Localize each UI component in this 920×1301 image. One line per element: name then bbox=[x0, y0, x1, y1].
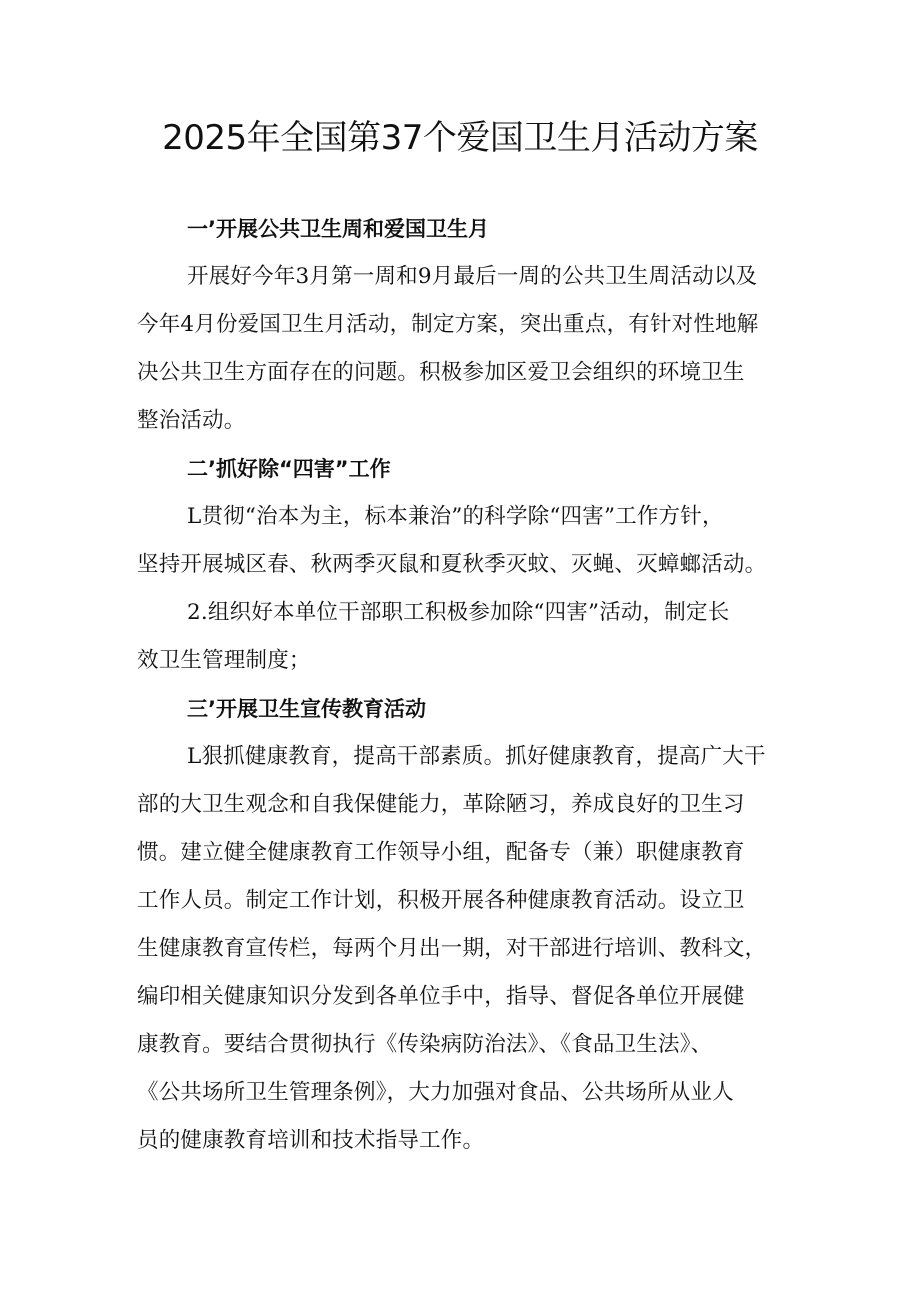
paragraph-3-1 bbox=[137, 733, 797, 1165]
paragraph-line: 2.组织好本单位干部职工积极参加除“四害”活动，制定长 bbox=[187, 600, 730, 625]
paragraph-line: 《公共场所卫生管理条例》，大力加强对食品、公共场所从业人 bbox=[137, 1080, 734, 1105]
paragraph-line: L狠抓健康教育，提高干部素质。抓好健康教育，提高广大干 bbox=[187, 744, 766, 769]
paragraph-line: 部的大卫生观念和自我保健能力，革除陋习，养成良好的卫生习 bbox=[137, 792, 745, 817]
paragraph-2-2 bbox=[137, 589, 797, 685]
document-title: 2025年全国第37个爱国卫生月活动方案 bbox=[162, 118, 758, 158]
paragraph-1-1 bbox=[137, 253, 797, 445]
paragraph-line: 坚持开展城区春、秋两季灭鼠和夏秋季灭蚊、灭蝇、灭蟑螂活动。 bbox=[137, 552, 767, 577]
paragraph-line: 工作人员。制定工作计划，积极开展各种健康教育活动。设立卫 bbox=[137, 888, 745, 913]
paragraph-line: 员的健康教育培训和技术指导工作。 bbox=[137, 1128, 485, 1153]
paragraph-2-1 bbox=[137, 493, 797, 589]
paragraph-line: 决公共卫生方面存在的问题。积极参加区爱卫会组织的环境卫生 bbox=[137, 360, 745, 385]
paragraph-line: 今年4月份爱国卫生月活动，制定方案，突出重点，有针对性地解 bbox=[137, 312, 759, 337]
paragraph-line: 整治活动。 bbox=[137, 408, 246, 433]
section-heading-2: 二’抓好除“四害”工作 bbox=[187, 457, 391, 481]
section-heading-1: 一’开展公共卫生周和爱国卫生月 bbox=[187, 217, 489, 241]
paragraph-line: 效卫生管理制度； bbox=[137, 648, 311, 673]
paragraph-line: 开展好今年3月第一周和9月最后一周的公共卫生周活动以及 bbox=[187, 264, 758, 289]
paragraph-line: L贯彻“治本为主，标本兼治”的科学除“四害”工作方针， bbox=[187, 504, 724, 529]
paragraph-line: 生健康教育宣传栏，每两个月出一期，对干部进行培训、教科文， bbox=[137, 936, 767, 961]
paragraph-line: 康教育。要结合贯彻执行《传染病防治法》、《食品卫生法》、 bbox=[137, 1032, 713, 1057]
paragraph-line: 惯。建立健全健康教育工作领导小组，配备专（兼）职健康教育 bbox=[137, 840, 745, 865]
paragraph-line: 编印相关健康知识分发到各单位手中，指导、督促各单位开展健 bbox=[137, 984, 745, 1009]
section-heading-3: 三’开展卫生宣传教育活动 bbox=[187, 697, 426, 721]
document-body bbox=[137, 205, 797, 1165]
